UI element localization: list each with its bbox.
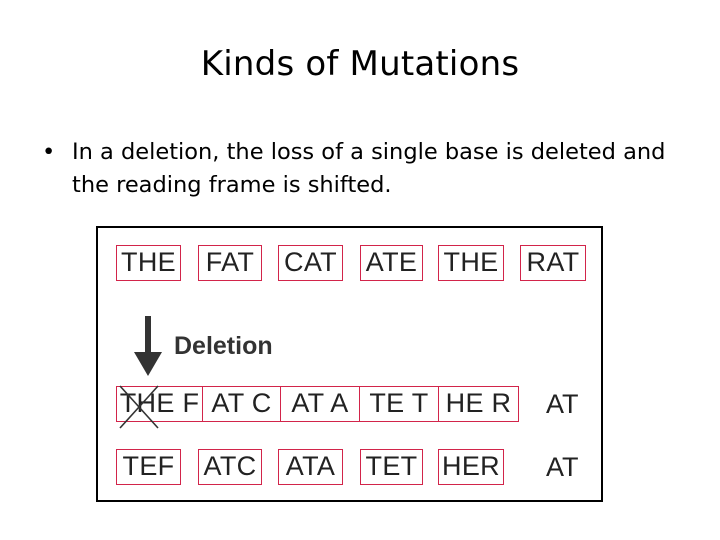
shifted-codon: HE R — [438, 386, 519, 422]
down-arrow-icon — [134, 316, 162, 378]
shifted-codon: THE F — [116, 386, 203, 422]
slide-title: Kinds of Mutations — [200, 44, 520, 84]
shifted-codon: AT A — [280, 386, 360, 422]
shifted-codon: AT C — [202, 386, 281, 422]
original-codon: CAT — [278, 245, 343, 281]
original-codon: THE — [116, 245, 181, 281]
shifted-codon: TE T — [359, 386, 439, 422]
leftover-bases: AT — [546, 389, 579, 419]
original-codon: RAT — [520, 245, 586, 281]
original-codon: THE — [438, 245, 504, 281]
deleted-base-x-mark — [116, 384, 162, 430]
bullet-point — [42, 136, 682, 202]
original-codon: ATE — [360, 245, 423, 281]
regrouped-codon: HER — [438, 449, 504, 485]
original-codon: FAT — [198, 245, 262, 281]
deletion-figure — [96, 226, 603, 502]
deletion-label: Deletion — [174, 332, 273, 360]
regrouped-codon: ATC — [198, 449, 262, 485]
bullet-text: In a deletion, the loss of a single base is deleted and the reading frame is shifted. — [72, 139, 666, 198]
regrouped-codon: TEF — [116, 449, 181, 485]
leftover-bases: AT — [546, 452, 579, 482]
bullet-marker: • — [42, 139, 56, 165]
regrouped-codon: TET — [360, 449, 423, 485]
regrouped-codon: ATA — [278, 449, 343, 485]
